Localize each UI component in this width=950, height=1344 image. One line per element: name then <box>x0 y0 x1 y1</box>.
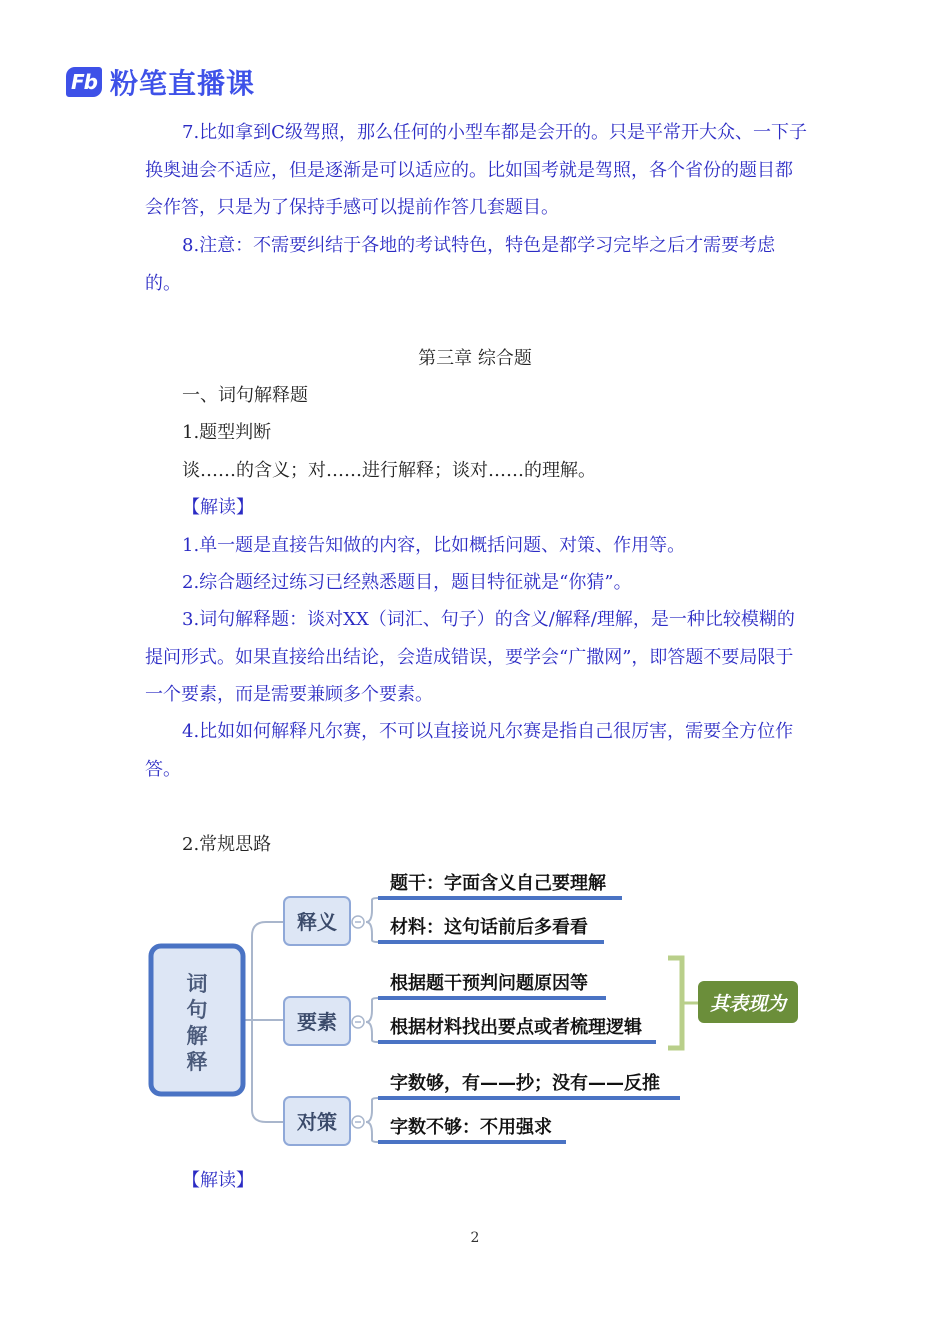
item-heading-2: 2.常规思路 <box>182 834 272 855</box>
logo-text: 粉笔直播课 <box>109 67 255 100</box>
leaf-shiyi-2: 材料：这句话前后多看看 <box>390 917 588 938</box>
item-heading-1: 1.题型判断 <box>182 422 272 443</box>
root-char-2: 句 <box>186 998 208 1022</box>
root-char-4: 释 <box>186 1050 208 1074</box>
branch-shiyi <box>284 897 364 945</box>
paragraph-8: 8.注意：不需要纠结于各地的考试特色，特色是都学习完毕之后才需要考虑的。 <box>145 235 776 294</box>
branch-label: 要素 <box>297 1010 337 1034</box>
leaf-duice-2: 字数不够：不用强求 <box>390 1117 552 1138</box>
interpretation-label: 【解读】 <box>182 497 254 518</box>
paragraph-7: 7.比如拿到C级驾照，那么任何的小型车都是会开的。只是平常开大众、一下子换奥迪会不适应，但是逐渐是可以适应的。比如国考就是驾照，各个省份的题目都会作答，只是为了保持手感可以提前作答几套题目。 <box>145 122 807 218</box>
branch-yaosu <box>284 997 364 1045</box>
leaf-duice-1: 字数够，有——抄；没有——反推 <box>390 1073 660 1094</box>
interp-point-2: 2.综合题经过练习已经熟悉题目，题目特征就是“你猜”。 <box>182 572 632 593</box>
logo-icon: Fb <box>66 67 102 97</box>
summary-label: 其表现为 <box>709 993 787 1015</box>
page-number: 2 <box>470 1230 480 1246</box>
summary-bracket <box>668 958 698 1048</box>
branch-duice <box>284 1097 364 1145</box>
interp-point-4: 4.比如如何解释凡尔赛，不可以直接说凡尔赛是指自己很厉害，需要全方位作答。 <box>145 721 794 780</box>
interp-point-1: 1.单一题是直接告知做的内容，比如概括问题、对策、作用等。 <box>182 535 686 556</box>
mindmap-root <box>151 946 243 1094</box>
root-char-3: 解 <box>186 1024 208 1048</box>
item-1-description: 谈……的含义；对……进行解释；谈对……的理解。 <box>182 460 596 481</box>
leaf-yaosu-2: 根据材料找出要点或者梳理逻辑 <box>390 1017 642 1038</box>
branch-label: 释义 <box>297 910 337 934</box>
leaf-shiyi-1: 题干：字面含义自己要理解 <box>390 873 606 894</box>
chapter-title: 第三章 综合题 <box>418 348 532 369</box>
summary-node <box>698 981 798 1023</box>
interp-point-3: 3.词句解释题：谈对XX（词汇、句子）的含义/解释/理解，是一种比较模糊的提问形式。如果直接给出结论，会造成错误，要学会“广撒网”，即答题不要局限于一个要素，而是需要兼顾多个要素。 <box>145 609 795 705</box>
subsection-heading: 一、词句解释题 <box>182 385 308 406</box>
root-char-1: 词 <box>186 972 208 996</box>
leaf-yaosu-1: 根据题干预判问题原因等 <box>390 973 588 994</box>
branch-label: 对策 <box>297 1110 337 1134</box>
interpretation-label-2: 【解读】 <box>182 1170 254 1191</box>
